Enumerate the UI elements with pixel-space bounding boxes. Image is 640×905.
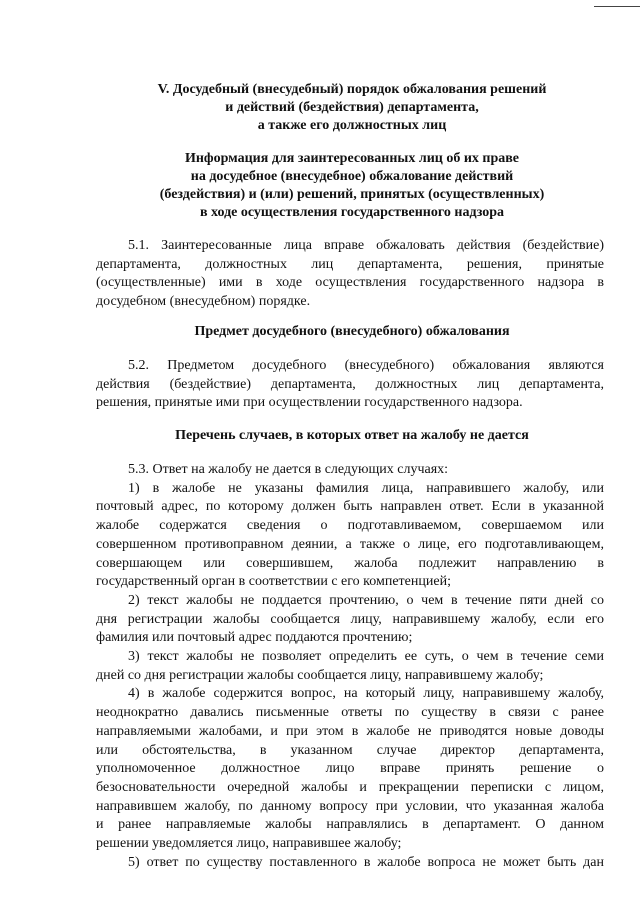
section-heading — [96, 81, 608, 135]
list-item-2-line: 2) текст жалобы не поддается прочтению, о чем в течение пяти дней со — [128, 592, 604, 608]
list-item-4-line: или обстоятельства, в указанном случае директор департамента, — [96, 742, 604, 758]
list-item-2-line: дня регистрации жалобы сообщается лицу, направившему жалобу, если его — [96, 611, 604, 627]
list-item-1-line: совершающем или совершившем, жалоба подлежит направлению в — [96, 555, 604, 571]
text-line: (осуществленные) ими в ходе осуществления государственного надзора в — [96, 275, 604, 291]
list-item-4-line: неоднократно давались письменные ответы по существу в связи с ранее — [96, 705, 604, 721]
list-item-5-line: 5) ответ по существу поставленного в жалобе вопроса не может быть дан — [128, 854, 604, 870]
text-line: 5.2. Предметом досудебного (внесудебного) обжалования являются — [128, 358, 604, 373]
list-item-4-line: решении уведомляется лицо, направившее жалобу; — [96, 836, 402, 852]
text-line: 5.1. Заинтересованные лица вправе обжаловать действия (бездействие) — [128, 238, 604, 253]
info-heading-line: Информация для заинтересованных лиц об их праве — [184, 151, 520, 166]
info-heading-line: (бездействия) и (или) решений, принятых (осуществленных) — [159, 187, 545, 202]
paragraph-5-1 — [96, 237, 604, 312]
list-item-4-line: направившем жалобу, по данному вопросу при условии, что указанная жалоба — [96, 798, 604, 814]
info-heading-line: на досудебное (внесудебное) обжалование действий — [190, 169, 514, 184]
list-item-3-line: 3) текст жалобы не позволяет определить ее суть, о чем в течение семи — [128, 649, 604, 665]
list-item-4-line: 4) в жалобе содержится вопрос, на который лицу, направившему жалобу, — [128, 686, 604, 702]
list-item-1-line: совершенном противоправном деянии, а также о лице, его подготавливающем, — [96, 536, 604, 552]
list-item-4-line: направляемыми жалобами, и при этом в жалобе не приводятся новые доводы — [96, 723, 604, 739]
info-heading-line: в ходе осуществления государственного надзора — [199, 205, 505, 220]
paragraph-5-2 — [96, 357, 604, 413]
list-item-1-line: государственный орган в соответствии с его компетенцией; — [96, 574, 451, 590]
text-line: департамента, должностных лиц департамента, решения, принятые — [96, 256, 604, 272]
info-heading — [96, 150, 608, 222]
subject-heading: Предмет досудебного (внесудебного) обжалования — [194, 324, 510, 339]
list-item-1-line: 1) в жалобе не указаны фамилия лица, направившего жалобу, или — [128, 480, 604, 496]
cases-heading: Перечень случаев, в которых ответ на жалобу не дается — [175, 428, 529, 443]
text-line: решения, принятые ими при осуществлении государственного надзора. — [96, 395, 523, 411]
list-item-4-line: и ранее направляемые жалобы направлялись в департамент. О данном — [96, 817, 604, 833]
section-heading-line: и действий (бездействия) департамента, — [225, 100, 479, 115]
list-item-1-line: жалобе содержатся сведения о подготавливаемом, совершаемом или — [96, 518, 604, 534]
section-heading-line: а также его должностных лиц — [257, 118, 447, 133]
section-heading-line: V. Досудебный (внесудебный) порядок обжалования решений — [157, 82, 547, 97]
list-item-2-line: фамилия или почтовый адрес поддаются прочтению; — [96, 630, 413, 646]
text-line: действия (бездействие) департамента, должностных лиц департамента, — [96, 376, 604, 392]
list-item-4-line: уполномоченное должностное лицо вправе принять решение о — [96, 761, 604, 777]
text-line: досудебном (внесудебном) порядке. — [96, 294, 311, 310]
list-item-1-line: почтовый адрес, по которому должен быть направлен ответ. Если в указанной — [96, 499, 604, 515]
paragraph-5-3 — [96, 461, 604, 872]
list-item-3-line: дней со дня регистрации жалобы сообщается лицу, направившему жалобу; — [96, 667, 544, 683]
list-item-4-line: безосновательности очередной жалобы и прекращении переписки с лицом, — [96, 779, 604, 795]
text-line: 5.3. Ответ на жалобу не дается в следующих случаях: — [128, 462, 449, 477]
